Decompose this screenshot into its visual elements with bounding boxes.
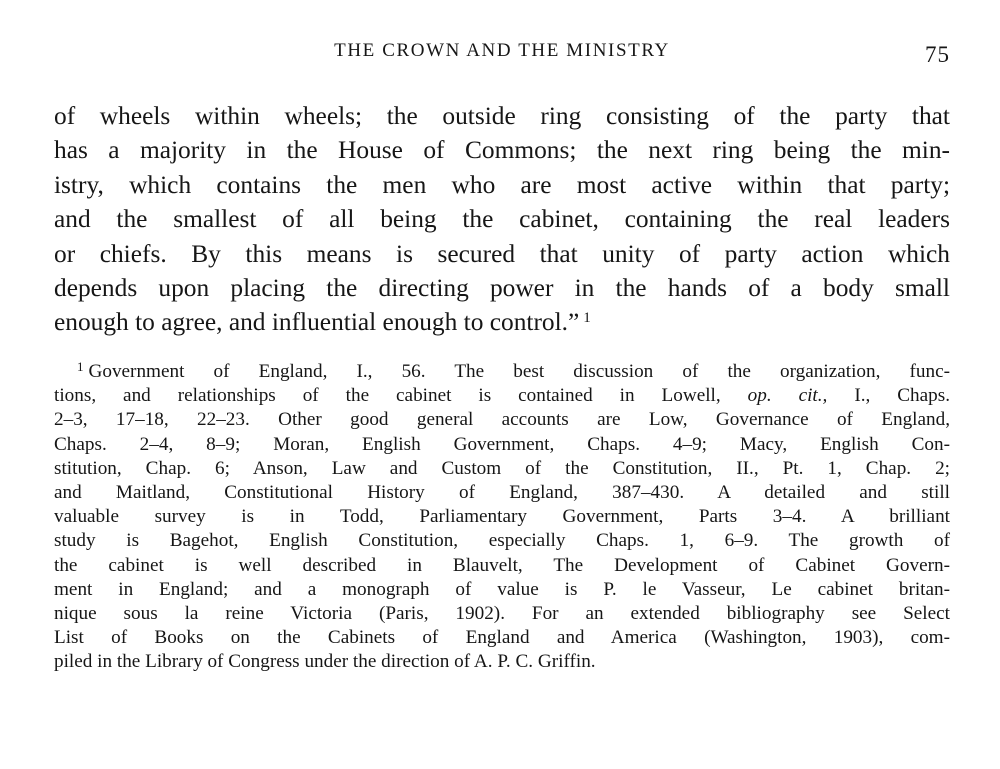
footnote-line: ment in England; and a monograph of value is P. le Vasseur, Le cabinet britan-	[54, 578, 950, 600]
body-line: depends upon placing the directing power in the hands of a body small	[54, 274, 950, 303]
footnote-line: and Maitland, Constitutional History of England, 387–430. A detailed and still	[54, 482, 950, 504]
footnote-line: 2–3, 17–18, 22–23. Other good general accounts are Low, Governance of England,	[54, 409, 950, 431]
body-line-last	[54, 305, 950, 339]
body-line-text: enough to agree, and influential enough to control.”	[54, 308, 580, 337]
footnote-line-text: I., Chaps.	[854, 385, 951, 407]
footnote-line: List of Books on the Cabinets of England and America (Washington, 1903), com-	[54, 627, 950, 649]
body-line: and the smallest of all being the cabinet, containing the real leaders	[54, 205, 950, 234]
footnote-line	[54, 360, 950, 384]
page-number: 75	[925, 42, 950, 67]
footnote-line: study is Bagehot, English Constitution, especially Chaps. 1, 6–9. The growth of	[54, 530, 950, 552]
body-line: or chiefs. By this means is secured that unity of party action which	[54, 239, 950, 268]
footnote-reference-mark: 1	[583, 310, 591, 327]
footnote-italic-citation: op. cit.,	[747, 385, 828, 407]
footnote-line: nique sous la reine Victoria (Paris, 1902). For an extended bibliography see Select	[54, 603, 950, 625]
footnote	[54, 360, 950, 675]
footnote-line-last: piled in the Library of Congress under the direction of A. P. C. Griffin.	[54, 651, 596, 673]
chapter-running-title: THE CROWN AND THE MINISTRY	[334, 40, 670, 61]
footnote-line: stitution, Chap. 6; Anson, Law and Custom of the Constitution, II., Pt. 1, Chap. 2;	[54, 457, 950, 479]
body-paragraph	[54, 99, 950, 340]
footnote-line-text: Government of England, I., 56. The best discussion of the organization, func-	[88, 361, 950, 382]
footnote-marker: 1	[77, 359, 84, 374]
running-head	[54, 36, 950, 70]
body-line: has a majority in the House of Commons; the next ring being the min-	[54, 136, 950, 165]
footnote-line-text: tions, and relationships of the cabinet is contained in Lowell,	[54, 385, 721, 407]
footnote-line: Chaps. 2–4, 8–9; Moran, English Government, Chaps. 4–9; Macy, English Con-	[54, 433, 950, 455]
footnote-line: the cabinet is well described in Blauvelt, The Development of Cabinet Govern-	[54, 554, 950, 576]
body-line: of wheels within wheels; the outside ring consisting of the party that	[54, 102, 950, 130]
footnote-line	[54, 384, 950, 408]
footnote-line: valuable survey is in Todd, Parliamentary Government, Parts 3–4. A brilliant	[54, 506, 950, 528]
body-line: istry, which contains the men who are most active within that party;	[54, 170, 950, 199]
